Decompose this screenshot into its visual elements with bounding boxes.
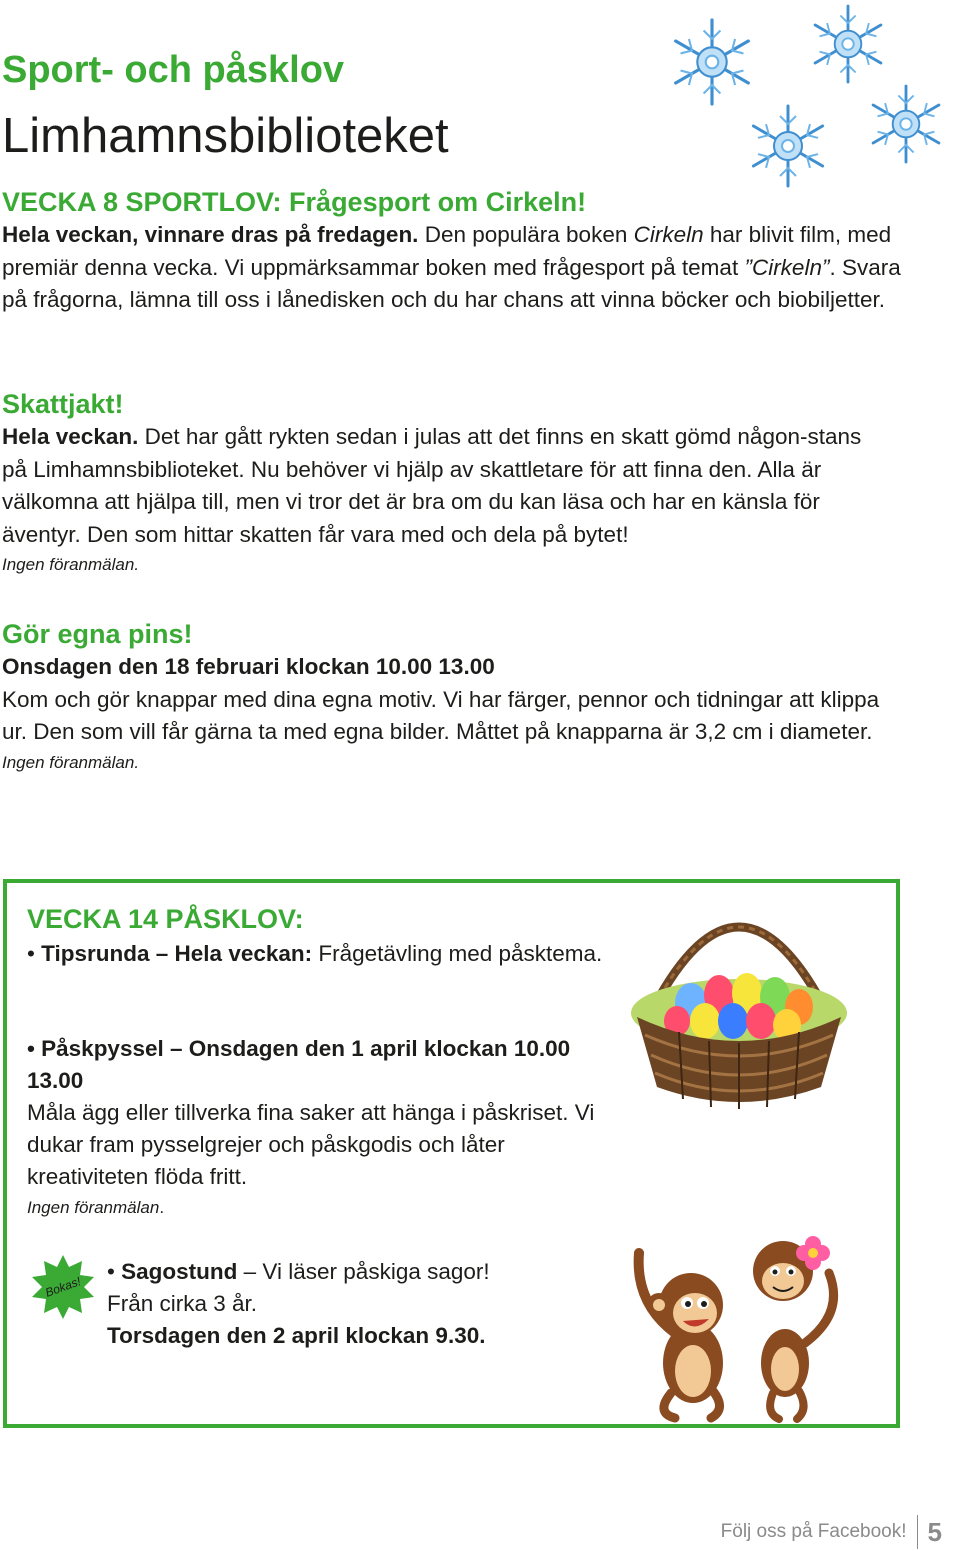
sagostund-when: Torsdagen den 2 april klockan 9.30. — [107, 1323, 486, 1348]
skattjakt-text: Det har gått rykten sedan i julas att det finns en skatt gömd någon-stans på Limhamnsbiblioteket. Nu behöver vi hjälp av skattletare för att finna den. Alla är välkomna att hjälpa till, men vi tror det är bra om du kan läsa och har en känsla för äventyr. Den som hittar skatten får vara med och dela på bytet! — [2, 424, 862, 547]
pasklov-box — [3, 879, 900, 1428]
pasklov-block-3 — [107, 1256, 587, 1352]
tipsrunda-text: Frågetävling med påsktema. — [312, 941, 603, 966]
skattjakt-heading: Skattjakt! — [2, 389, 124, 419]
pasklov-item-paskpyssel: • Påskpyssel – Onsdagen den 1 april klockan 10.00 13.00 — [27, 1036, 571, 1093]
sportlov-text-1: Den populära boken — [418, 222, 634, 247]
page-subtitle: Limhamnsbiblioteket — [2, 109, 449, 163]
pasklov-item-tipsrunda: • Tipsrunda – Hela veckan: Frågetävling med påsktema. — [27, 941, 603, 966]
footer-divider — [917, 1515, 918, 1549]
monkey-right — [753, 1236, 834, 1419]
pins-note: Ingen föranmälan. — [2, 752, 140, 772]
monkeys-illustration — [615, 1213, 855, 1423]
skattjakt-body — [2, 424, 861, 547]
facebook-link[interactable]: Följ oss på Facebook! — [720, 1521, 907, 1542]
pins-when: Onsdagen den 18 februari klockan 10.00 13.00 — [2, 654, 495, 679]
paskpyssel-note — [27, 1193, 607, 1223]
sportlov-body — [2, 222, 901, 312]
pasklov-block-1 — [27, 903, 607, 970]
tipsrunda-when: Hela veckan: — [174, 941, 313, 966]
sagostund-age: Från cirka 3 år. — [107, 1291, 258, 1316]
sportlov-section — [2, 186, 902, 317]
paskpyssel-name: Påskpyssel — [41, 1036, 164, 1061]
snowflakes-illustration — [660, 0, 960, 200]
skattjakt-lead: Hela veckan. — [2, 424, 139, 449]
pasklov-block-2 — [27, 1033, 607, 1223]
tipsrunda-name: Tipsrunda — [41, 941, 150, 966]
monkey-left — [639, 1253, 723, 1418]
paskpyssel-when: Onsdagen den 1 april klockan 10.00 13.00 — [27, 1036, 571, 1093]
sportlov-text-3: . Svara på frågorna, lämna till oss i lånedisken och du har chans att vinna böcker och biobiljetter. — [2, 254, 901, 312]
bokas-badge — [30, 1254, 96, 1320]
bokas-label: Bokas! — [43, 1274, 83, 1300]
sportlov-theme: ”Cirkeln” — [744, 254, 830, 280]
pins-heading: Gör egna pins! — [2, 619, 193, 649]
pins-section — [2, 618, 902, 777]
page-number: 5 — [927, 1516, 942, 1547]
sagostund-text: Vi läser påskiga sagor! — [262, 1259, 490, 1284]
skattjakt-note: Ingen föranmälan. — [2, 555, 140, 574]
pins-text: Kom och gör knappar med dina egna motiv. Vi har färger, pennor och tidningar att klippa ur. Den som vill får gärna ta med egna bilder. Måttet på knapparna är 3,2 cm i diameter. — [2, 686, 880, 744]
skattjakt-section — [2, 388, 882, 579]
paskpyssel-text: Måla ägg eller tillverka fina saker att hänga i påskriset. Vi dukar fram pysselgrejer och påskgodis och låter kreativiteten flöda fritt. — [27, 1100, 595, 1189]
easter-basket-illustration — [619, 917, 859, 1127]
sportlov-heading: VECKA 8 SPORTLOV: Frågesport om Cirkeln! — [2, 187, 587, 217]
pasklov-item-sagostund: • Sagostund – Vi läser påskiga sagor! — [107, 1259, 490, 1284]
sagostund-name: Sagostund — [121, 1259, 238, 1284]
sportlov-text-2: har blivit film, med premiär denna vecka. Vi uppmärksammar boken med frågesport på temat — [2, 222, 892, 280]
pasklov-heading: VECKA 14 PÅSKLOV: — [27, 904, 304, 934]
page-title: Sport- och påsklov — [2, 49, 345, 91]
paskpyssel-note-dot: . — [159, 1198, 165, 1217]
footer — [721, 1515, 942, 1549]
sportlov-book: Cirkeln — [633, 222, 704, 247]
paskpyssel-note-text: Ingen föranmälan — [27, 1198, 160, 1217]
sportlov-lead: Hela veckan, vinnare dras på fredagen. — [2, 222, 419, 247]
